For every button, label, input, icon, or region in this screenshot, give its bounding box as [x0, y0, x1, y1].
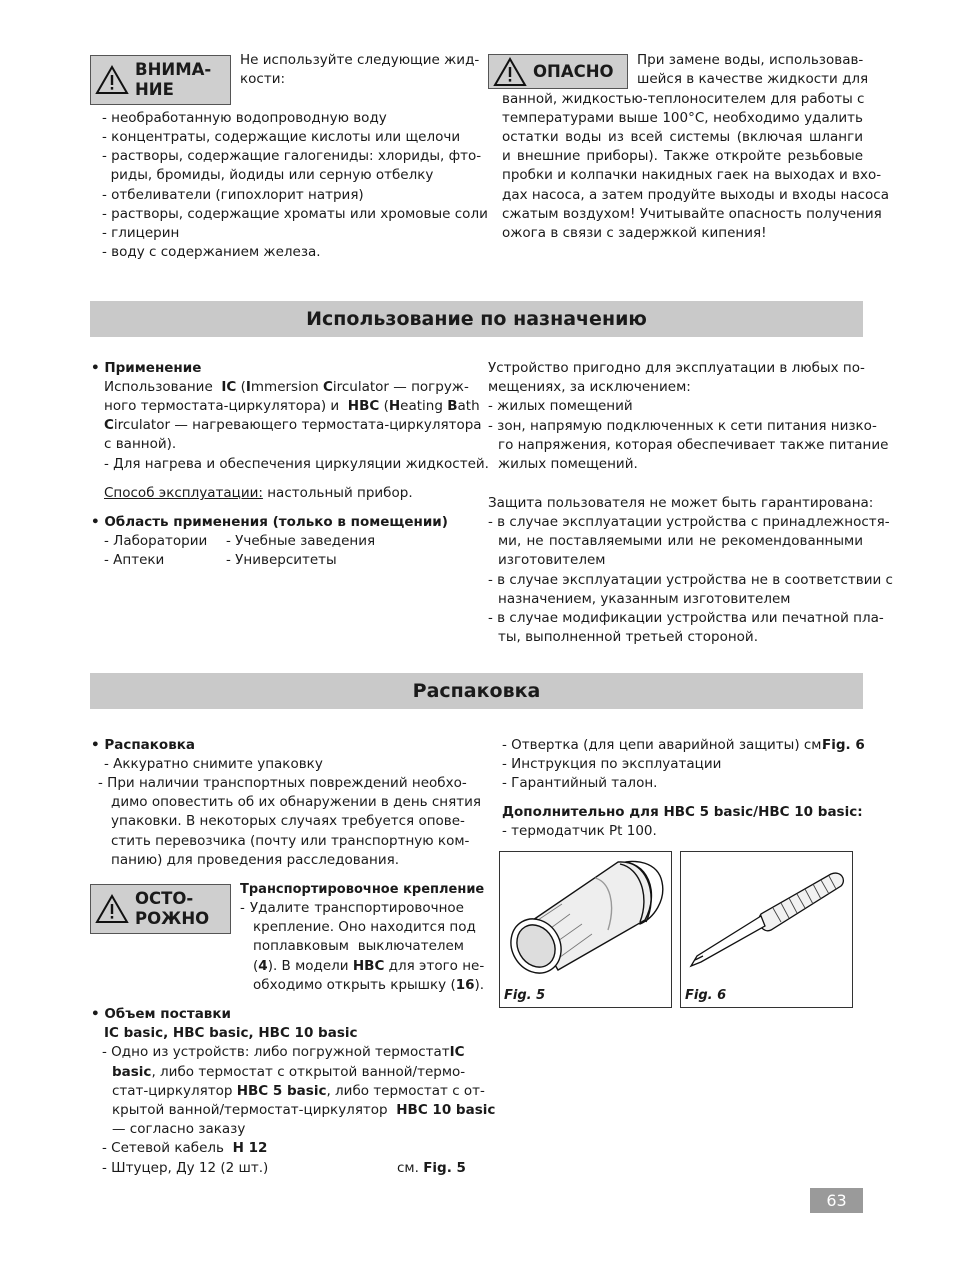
protection-line: назначением, указанным изготовителем [498, 591, 791, 607]
scope-line: крытой ванной/термостат-циркулятор HBC 10 basic [112, 1102, 496, 1118]
warning-item: - отбеливатели (гипохлорит натрия) [102, 187, 364, 203]
application-heading: • Применение [91, 360, 202, 376]
unpack-line: упаковки. В некоторых случаях требуется опове- [111, 813, 465, 829]
scope-line: - Штуцер, Ду 12 (2 шт.) [102, 1160, 269, 1176]
danger-label-text: ОПАСНО [533, 61, 614, 81]
unpack-line: димо оповестить об их обнаружении в день снятия [111, 794, 482, 810]
danger-text-line: сжатым воздухом! Учитывайте опасность получения [502, 206, 882, 222]
warning-item: - растворы, содержащие галогениды: хлориды, фто- [102, 148, 482, 164]
scope-right-line: - Отвертка (для цепи аварийной защиты) см. [502, 737, 826, 753]
protection-line: изготовителем [498, 552, 606, 568]
caution-label-line1: ОСТО- [135, 889, 194, 908]
danger-text-line: При замене воды, использовав- [637, 52, 864, 68]
extra-heading: Дополнительно для HBC 5 basic/HBC 10 basic: [502, 804, 863, 820]
scope-subheading: IC basic, HBC basic, HBC 10 basic [104, 1025, 358, 1041]
scope-right-line: - Инструкция по эксплуатации [502, 756, 722, 772]
warning-item: - глицерин [102, 225, 180, 241]
warning-triangle-icon [95, 65, 129, 95]
application-line-4: с ванной). [104, 436, 177, 452]
danger-text-line: шейся в качестве жидкости для [637, 71, 869, 87]
danger-text-line: дах насоса, а затем продуйте выходы и входы насоса [502, 187, 889, 203]
figure-hose-nozzle [499, 851, 672, 1008]
unpack-line: - При наличии транспортных повреждений необхо- [98, 775, 467, 791]
usage-line: мещениях, за исключением: [488, 379, 691, 395]
warning-item: - воду с содержанием железа. [102, 244, 321, 260]
extra-line: - термодатчик Pt 100. [502, 823, 657, 839]
danger-text-line: ожога в связи с задержкой кипения! [502, 225, 767, 241]
danger-label [488, 54, 628, 89]
application-line-3: Circulator — нагревающего термостата-циркулятора [104, 417, 482, 433]
protection-line: ми, не поставляемыми или не рекомендованными [498, 533, 863, 549]
usage-line: Устройство пригодно для эксплуатации в любых по- [488, 360, 865, 376]
caution-label-line2: РОЖНО [135, 909, 210, 928]
figure-screwdriver [680, 851, 853, 1008]
application-line-2: ного термостата-циркулятора) и HBC (Heating Bath [104, 398, 480, 414]
danger-text-line: и внешние приборы). Также откройте резьбовые [502, 148, 863, 164]
warning-item: риды, бромиды, йодиды или серную отбелку [102, 167, 434, 183]
area-item: - Учебные заведения [226, 533, 376, 549]
warning-intro-line2: кости: [240, 71, 286, 87]
scope-fig-ref: см. Fig. 5 [397, 1160, 466, 1176]
danger-text-line: остатки воды из всей системы (включая шланги [502, 129, 863, 145]
scope-fig-ref: Fig. 6 [822, 737, 865, 753]
warning-triangle-icon [493, 57, 527, 87]
scope-line: - Сетевой кабель H 12 [102, 1140, 268, 1156]
transport-heading: Транспортировочное крепление [240, 882, 485, 897]
protection-line: Защита пользователя не может быть гарантирована: [488, 495, 874, 511]
unpack-line: стить перевозчика (почту или транспортную ком- [111, 833, 470, 849]
danger-text-line: ванной, жидкостью-теплоносителем для работы с [502, 91, 865, 107]
unpack-line: панию) для проведения расследования. [111, 852, 400, 868]
warning-intro-line1: Не используйте следующие жид- [240, 52, 480, 68]
unpack-line: - Аккуратно снимите упаковку [104, 756, 323, 772]
warning-item: - необработанную водопроводную воду [102, 110, 387, 126]
warning-label-line2: НИЕ [135, 80, 174, 99]
area-heading: • Область применения (только в помещении) [91, 514, 448, 530]
warning-triangle-icon [95, 894, 129, 924]
usage-line: жилых помещений. [498, 456, 638, 472]
section-title-unpacking: Распаковка [90, 673, 863, 709]
warning-label [90, 55, 231, 105]
scope-line: — согласно заказу [112, 1121, 246, 1137]
area-item: - Университеты [226, 552, 337, 568]
usage-line: го напряжения, которая обеспечивает также питание [498, 437, 889, 453]
application-line-1: Использование IC (Immersion Circulator — погруж- [104, 379, 469, 395]
hose-nozzle-illustration [500, 852, 671, 982]
area-item: - Лаборатории [104, 533, 208, 549]
figure-caption: Fig. 5 [504, 988, 546, 1003]
protection-line: - в случае эксплуатации устройства не в соответствии с [488, 572, 893, 588]
transport-line: обходимо открыть крышку (16). [253, 977, 485, 993]
scope-right-line: - Гарантийный талон. [502, 775, 658, 791]
method-line: Способ эксплуатации: настольный прибор. [104, 485, 413, 501]
danger-text-line: температурами выше 100°C, необходимо удалить [502, 110, 863, 126]
transport-line: крепление. Оно находится под [253, 919, 476, 935]
transport-line: (4). В модели HBC для этого не- [253, 958, 485, 974]
area-item: - Аптеки [104, 552, 165, 568]
page-number: 63 [810, 1188, 863, 1213]
application-line-5: - Для нагрева и обеспечения циркуляции жидкостей. [104, 456, 489, 472]
scope-line: стат-циркулятор HBC 5 basic, либо термостат с от- [112, 1083, 485, 1099]
figure-caption: Fig. 6 [685, 988, 727, 1003]
scope-heading: • Объем поставки [91, 1006, 231, 1022]
scope-line: - Одно из устройств: либо погружной термостат IC [102, 1044, 465, 1060]
section-title-intended-use: Использование по назначению [90, 301, 863, 337]
protection-line: - в случае модификации устройства или печатной пла- [488, 610, 884, 626]
caution-label [90, 884, 231, 934]
protection-line: ты, выполненной третьей стороной. [498, 629, 759, 645]
warning-label-line1: ВНИМА- [135, 60, 212, 79]
warning-item: - растворы, содержащие хроматы или хромовые соли [102, 206, 488, 222]
warning-item: - концентраты, содержащие кислоты или щелочи [102, 129, 461, 145]
danger-text-line: пробки и колпачки накидных гаек на выходах и вхо- [502, 167, 882, 183]
scope-line: basic, либо термостат с открытой ванной/термо- [112, 1064, 466, 1080]
usage-line: - зон, напрямую подключенных к сети питания низко- [488, 418, 877, 434]
unpack-heading: • Распаковка [91, 737, 196, 753]
usage-line: - жилых помещений [488, 398, 633, 414]
transport-line: поплавковым выключателем [253, 938, 464, 954]
transport-line: - Удалите транспортировочное [240, 900, 464, 916]
protection-line: - в случае эксплуатации устройства с принадлежностя- [488, 514, 890, 530]
screwdriver-illustration [681, 852, 852, 982]
